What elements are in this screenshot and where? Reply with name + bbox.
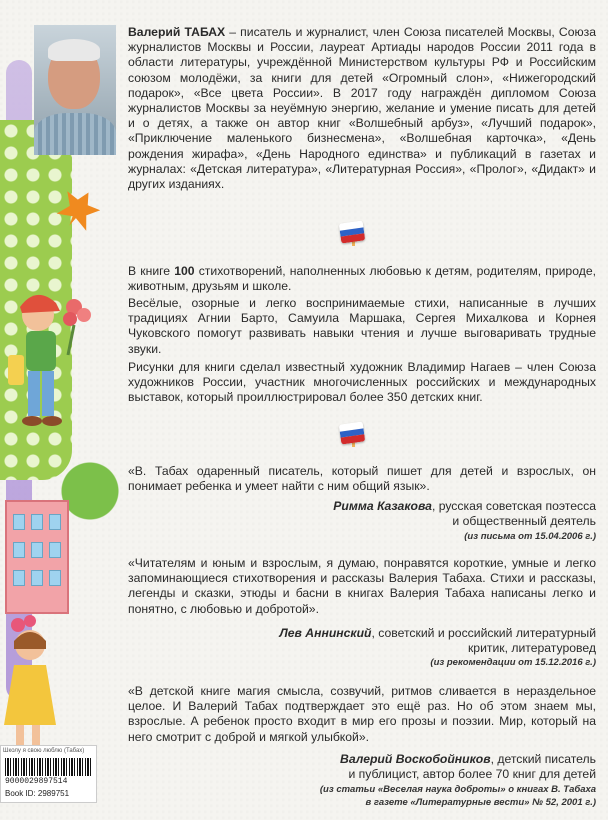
- quote-source: (из письма от 15.04.2006 г.): [464, 531, 596, 542]
- quote-attribution-role: критик, литературовед: [467, 641, 596, 655]
- author-name: Валерий ТАБАХ: [128, 25, 226, 39]
- author-bio: [128, 25, 596, 192]
- quote-text: «В детской книге магия смысла, созвучий, ритмов сливается в нераздельное целое. И Валерий Табах подтверждает это ещё раз. Но об этом знаем мы, взрослые. А ребенок просто входит в мир его прозы и поэзии. Мир, который на него смотрит с доброй и мягкой улыбкой».: [128, 684, 596, 744]
- illustrator-info: Рисунки для книги сделал известный художник Владимир Нагаев – член Союза художников России, участник многочисленных российских и международных выставок, который проиллюстрировал более 350 детских книг.: [128, 360, 596, 405]
- flag-icon: [339, 421, 366, 444]
- book-id: Book ID: 2989751: [5, 789, 70, 798]
- quote-attribution: Валерий Воскобойников, детский писатель: [340, 752, 596, 766]
- quote-attribution: Римма Казакова, русская советская поэтесса: [333, 499, 596, 513]
- quote-attribution: Лев Аннинский, советский и российский литературный: [279, 626, 596, 640]
- barcode-label: [0, 745, 97, 803]
- quote-text: «В. Табах одаренный писатель, который пишет для детей и взрослых, он понимает ребенка и умеет найти с ним общий язык».: [128, 464, 596, 494]
- author-bio-text: – писатель и журналист, член Союза писателей Москвы, Союза журналистов Москвы и России, лауреат Артиады народов России 2011 года в области литературы, учреждённой Министерством культуры РФ и Российским союзом молодёжи, за книги для детей «Огромный слон», «Нижегородский подарок», «Все цвета России». В 2017 году награждён дипломом Союза журналистов Москвы за неуёмную энергию, желание и умение писать для детей и о детях, а также он автор книг «Волшебный арбуз», «Лучший подарок», «Приключение маленького бизнесмена», «Волшебная карточка», «День рождения жирафа», «День Народного единства» и публикаций в газетах и журналах: «Детская литература», «Литературная Россия», «Пролог», «Дидакт» и других изданиях.: [128, 25, 596, 192]
- book-description: Весёлые, озорные и легко воспринимаемые стихи, написанные в лучших традициях Агнии Барто, Самуила Маршака, Сергея Михалкова и Корнея Чуковского помогут развивать навыки чтения и лучше выговаривать трудные звуки.: [128, 296, 596, 356]
- book-summary: В книге 100 стихотворений, наполненных любовью к детям, родителям, природе, животным, друзьям и школе.: [128, 264, 596, 294]
- quote-attribution-role: и общественный деятель: [452, 514, 596, 528]
- quote-attribution-role: и публицист, автор более 70 книг для детей: [348, 767, 596, 781]
- quote-source: (из статьи «Веселая наука доброты» о книгах В. Табаха: [319, 784, 596, 795]
- quote-text: «Читателям и юным и взрослым, я думаю, понравятся короткие, умные и легко запоминающиеся стихотворения и рассказы Валерия Табаха. Стихи и рассказы, легенды и сказки, этюды и басни в книгах Валерия Табаха написаны легко и понятно, с любовью и добротой».: [128, 556, 596, 616]
- barcode-bars: [5, 758, 91, 776]
- house-illustration: [5, 500, 69, 614]
- quote-source: в газете «Литературные вести» № 52, 2001 г.): [365, 797, 596, 808]
- quote-source: (из рекомендации от 15.12.2016 г.): [430, 657, 596, 668]
- tree-illustration: [60, 455, 120, 535]
- author-portrait-photo: [34, 25, 116, 155]
- boy-illustration: [8, 285, 103, 445]
- barcode-title: Школу я свою люблю (Табах): [3, 748, 85, 754]
- flag-icon: [339, 220, 366, 243]
- barcode-number: 9000029897514: [5, 777, 68, 786]
